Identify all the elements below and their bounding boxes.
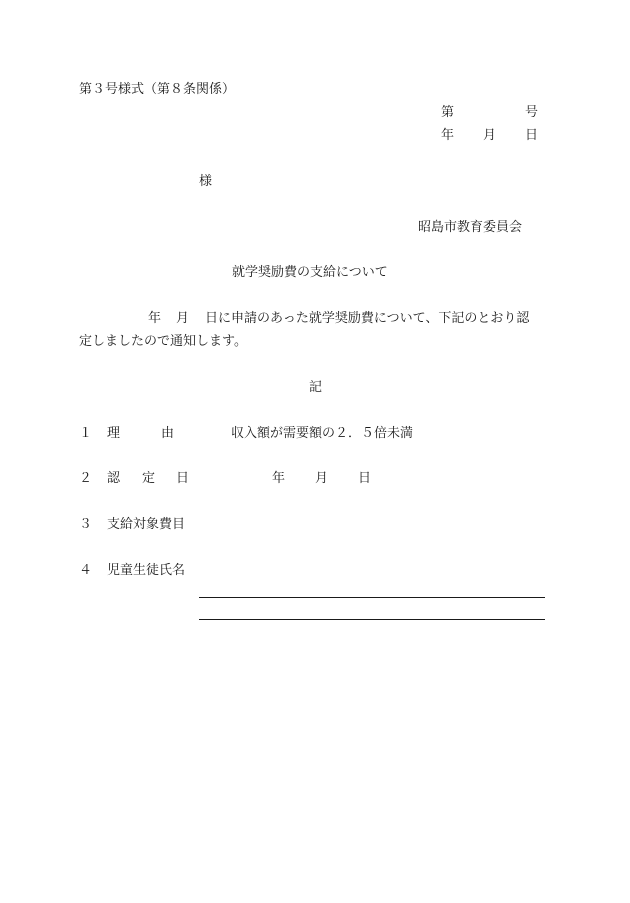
- body-text-line1: 日に申請のあった就学奨励費について、下記のとおり認: [205, 311, 530, 326]
- item-value: 収入額が需要額の２．５倍未満: [231, 426, 414, 441]
- item-label: 支給対象費目: [107, 517, 186, 532]
- addressee-suffix: 様: [199, 174, 213, 189]
- name-entry-line: [199, 619, 545, 620]
- item-label-part: 理: [107, 426, 121, 441]
- item-date-day: 日: [358, 471, 372, 486]
- document-title: 就学奨励費の支給について: [232, 265, 388, 280]
- item-label-part: 由: [161, 426, 175, 441]
- item-label: 児童生徒氏名: [107, 563, 186, 578]
- item-date-year: 年: [272, 471, 286, 486]
- item-label-part: 日: [176, 471, 190, 486]
- body-text-line2: 定しましたので通知します。: [79, 334, 247, 349]
- form-number: 第３号様式（第８条関係）: [79, 82, 236, 97]
- item-label-part: 認: [107, 471, 121, 486]
- item-label-part: 定: [142, 471, 156, 486]
- document-number-suffix: 号: [525, 105, 539, 120]
- date-day: 日: [525, 128, 539, 143]
- body-month: 月: [176, 311, 190, 326]
- item-number: １: [79, 426, 93, 441]
- item-number: ３: [79, 517, 93, 532]
- date-month: 月: [483, 128, 497, 143]
- item-number: ４: [79, 563, 93, 578]
- item-number: ２: [79, 471, 93, 486]
- body-year: 年: [148, 311, 162, 326]
- ki-heading: 記: [309, 380, 323, 395]
- issuer: 昭島市教育委員会: [418, 220, 523, 235]
- document-number-prefix: 第: [441, 105, 455, 120]
- date-year: 年: [441, 128, 455, 143]
- item-date-month: 月: [315, 471, 329, 486]
- name-entry-line: [199, 597, 545, 598]
